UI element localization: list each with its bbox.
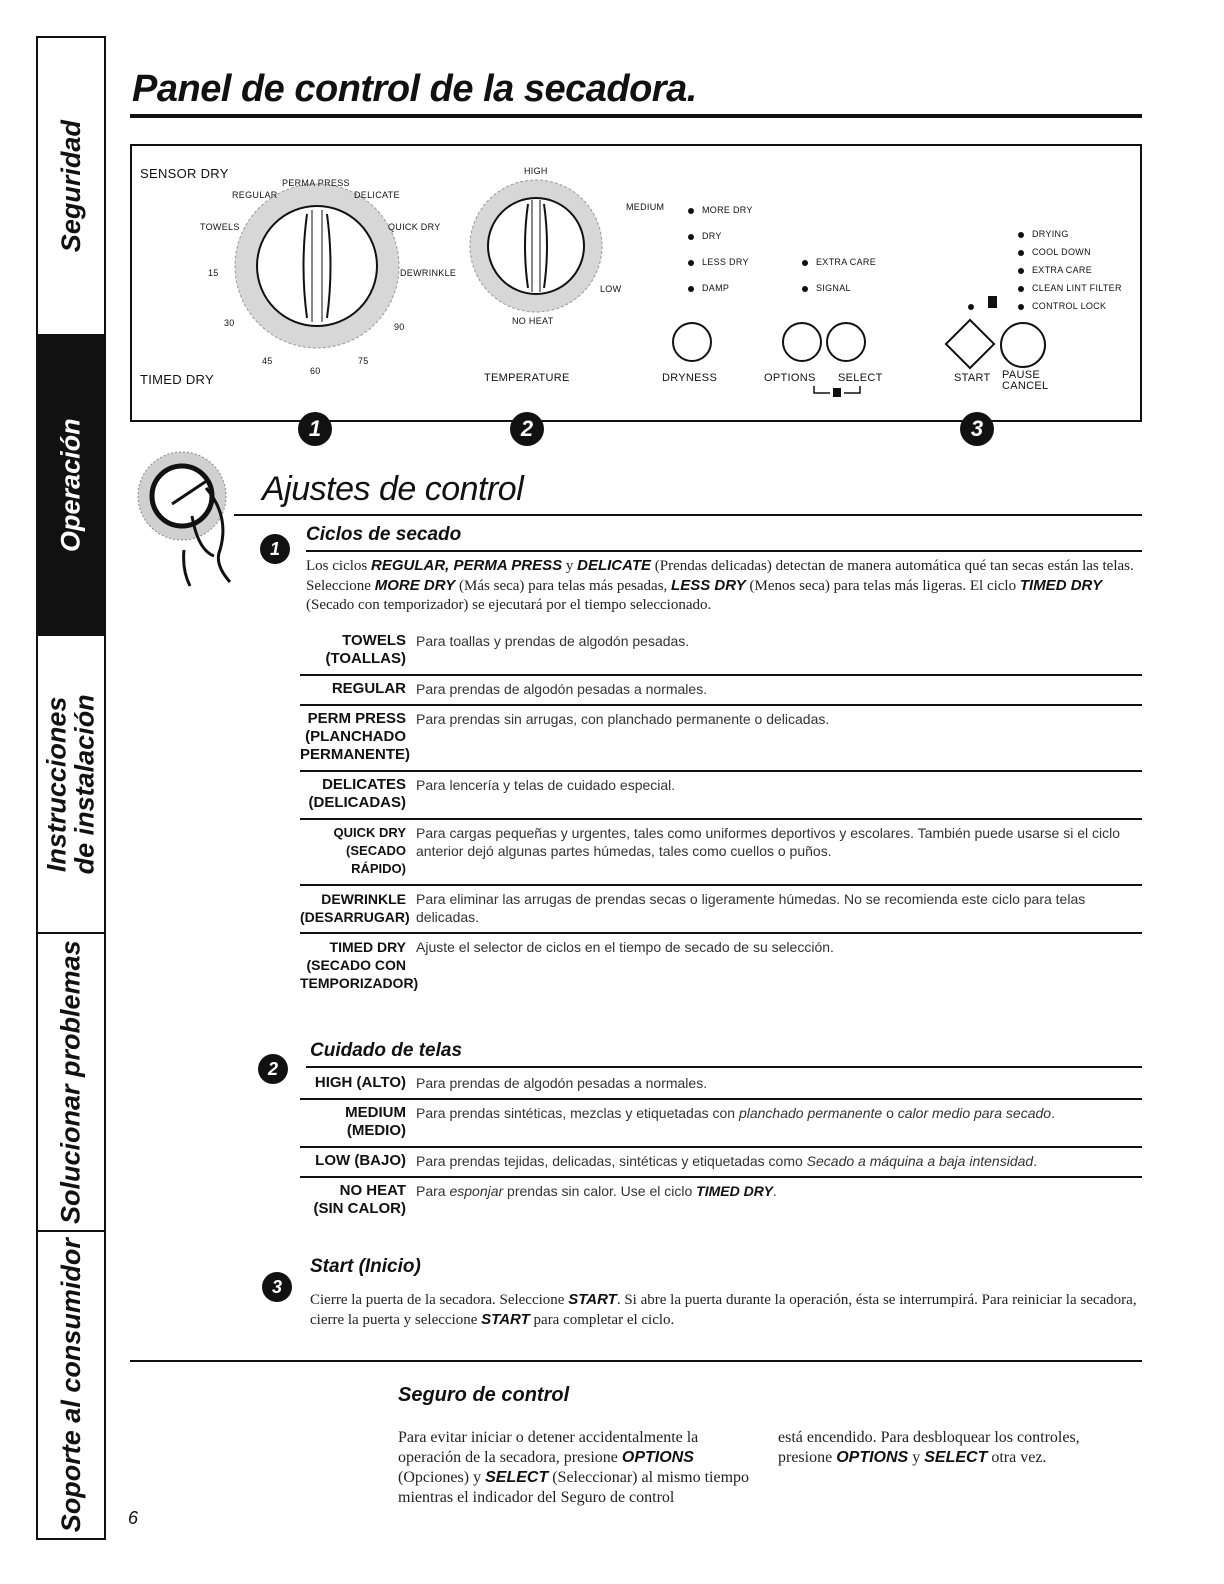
start-indicator	[968, 304, 974, 310]
timed-dry-label: TIMED DRY	[140, 372, 214, 387]
select-label: SELECT	[838, 372, 883, 384]
lock-icon	[988, 296, 997, 308]
time-60: 60	[310, 366, 321, 376]
damp-label: DAMP	[702, 283, 730, 293]
more-dry-label: MORE DRY	[702, 205, 753, 215]
sensor-dry-label: SENSOR DRY	[140, 166, 229, 181]
row-term: MEDIUM (MEDIO)	[345, 1104, 406, 1139]
options-button[interactable]	[782, 322, 822, 362]
table-row	[300, 628, 1142, 676]
row-desc: Para toallas y prendas de algodón pesadas.	[416, 633, 690, 649]
time-15: 15	[208, 268, 219, 278]
row-term: HIGH (ALTO)	[314, 1074, 406, 1091]
perma-press-label: PERMA PRESS	[282, 178, 350, 188]
tab-solucionar[interactable]: Solucionar problemas	[38, 934, 104, 1232]
drying-indicator	[1018, 232, 1024, 238]
delicate-label: DELICATE	[354, 190, 400, 200]
table-row	[300, 676, 1142, 706]
pause-cancel-button[interactable]	[1000, 322, 1046, 368]
start-text: Cierre la puerta de la secadora. Seleccione START. Si abre la puerta durante la operación, ésta se interrumpirá. Para reiniciar la secadora, cierre la puerta y seleccione START para completar el ciclo.	[310, 1291, 1137, 1328]
row-term: REGULAR	[331, 680, 406, 697]
dewrinkle-label: DEWRINKLE	[400, 268, 457, 278]
cool-down-label: COOL DOWN	[1032, 247, 1091, 257]
cuidado-heading: Cuidado de telas	[310, 1040, 463, 1061]
table-row	[300, 934, 1142, 998]
select-button[interactable]	[826, 322, 866, 362]
no-heat-label: NO HEAT	[512, 316, 554, 326]
cuidado-rule	[306, 1066, 1142, 1068]
ciclos-badge: 1	[260, 534, 290, 564]
tab-soporte[interactable]: Soporte al consumidor	[55, 1237, 86, 1533]
cuidado-table	[300, 1070, 1142, 1224]
drying-label: DRYING	[1032, 229, 1069, 239]
time-45: 45	[262, 356, 273, 366]
side-tabs	[36, 36, 106, 1540]
low-label: LOW	[600, 284, 622, 294]
high-label: HIGH	[524, 166, 548, 176]
table-row	[300, 820, 1142, 886]
extra-care-indicator	[802, 260, 808, 266]
more-dry-indicator	[688, 208, 694, 214]
clean-lint-filter-label: CLEAN LINT FILTER	[1032, 283, 1122, 293]
hand-knob-icon	[134, 446, 254, 606]
title-rule	[130, 114, 1142, 118]
start-button[interactable]	[945, 319, 996, 370]
row-term: LOW (BAJO)	[315, 1152, 406, 1169]
pause-label: PAUSE	[1002, 369, 1040, 381]
status-extra-care-indicator	[1018, 268, 1024, 274]
row-desc: Para prendas de algodón pesadas a normales.	[416, 681, 708, 697]
row-desc: Para prendas sintéticas, mezclas y etiquetadas con planchado permanente o calor medio para secado.	[416, 1105, 1055, 1121]
row-term: QUICK DRY (SECADO RÁPIDO)	[333, 825, 406, 876]
time-90: 90	[394, 322, 405, 332]
control-lock-label: CONTROL LOCK	[1032, 301, 1107, 311]
table-row	[300, 1100, 1142, 1148]
time-30: 30	[224, 318, 235, 328]
lock-bracket-icon	[812, 384, 862, 398]
regular-label: REGULAR	[232, 190, 278, 200]
less-dry-indicator	[688, 260, 694, 266]
row-desc: Para eliminar las arrugas de prendas secas o ligeramente húmedas. No se recomienda este ciclo para telas delicadas.	[416, 891, 1086, 925]
signal-indicator	[802, 286, 808, 292]
temperature-label: TEMPERATURE	[484, 372, 570, 384]
control-panel	[130, 144, 1142, 422]
row-desc: Para cargas pequeñas y urgentes, tales como uniformes deportivos y escolares. También puede usarse si el ciclo anterior dejó algunas partes húmedas, tales como cuellos o puños.	[416, 825, 1121, 859]
table-row	[300, 706, 1142, 772]
cool-down-indicator	[1018, 250, 1024, 256]
dryness-button[interactable]	[672, 322, 712, 362]
temperature-knob[interactable]	[454, 174, 624, 334]
tab-operacion[interactable]: Operación	[38, 336, 104, 636]
table-row	[300, 1178, 1142, 1224]
options-label: OPTIONS	[764, 372, 816, 384]
badge-2: 2	[510, 412, 544, 446]
status-extra-care-label: EXTRA CARE	[1032, 265, 1093, 275]
clean-lint-filter-indicator	[1018, 286, 1024, 292]
table-row	[300, 886, 1142, 934]
row-desc: Para lencería y telas de cuidado especial.	[416, 777, 676, 793]
tab-seguridad[interactable]: Seguridad	[38, 38, 104, 336]
dry-indicator	[688, 234, 694, 240]
table-row	[300, 1148, 1142, 1178]
start-label: START	[954, 372, 991, 384]
row-term: TIMED DRY (SECADO CON TEMPORIZADOR)	[300, 939, 419, 991]
table-row	[300, 1070, 1142, 1100]
dryness-label: DRYNESS	[662, 372, 718, 384]
row-term: NO HEAT (SIN CALOR)	[313, 1182, 406, 1217]
row-desc: Para prendas sin arrugas, con planchado permanente o delicadas.	[416, 711, 830, 727]
row-term: DEWRINKLE (DESARRUGAR)	[300, 891, 410, 925]
row-desc: Para prendas tejidas, delicadas, sintéticas y etiquetadas como Secado a máquina a baja intensidad.	[416, 1153, 1038, 1169]
control-lock-indicator	[1018, 304, 1024, 310]
time-75: 75	[358, 356, 369, 366]
seguro-col1: Para evitar iniciar o detener accidentalmente la operación de la secadora, presione OPTIONS (Opciones) y SELECT (Seleccionar) al mismo tiempo mientras el indicador del Seguro de control	[398, 1429, 750, 1506]
page-number: 6	[128, 1508, 139, 1528]
row-term: DELICATES (DELICADAS)	[308, 776, 406, 811]
tab-instrucciones[interactable]: Instrucciones de instalación	[38, 636, 104, 934]
badge-3: 3	[960, 412, 994, 446]
ciclos-intro: Los ciclos REGULAR, PERMA PRESS y DELICATE (Prendas delicadas) detectan de manera automática qué tan secas están las telas. Seleccione MORE DRY (Más seca) para telas más pesadas, LESS DRY (Menos seca) para telas más ligeras. El ciclo TIMED DRY (Secado con temporizador) se ejecutará por el tiempo seleccionado.	[306, 557, 1134, 613]
towels-label: TOWELS	[200, 222, 240, 232]
start-heading: Start (Inicio)	[310, 1256, 421, 1277]
ciclos-heading: Ciclos de secado	[306, 524, 462, 545]
row-term: PERM PRESS (PLANCHADO PERMANENTE)	[300, 710, 411, 763]
ciclos-table	[300, 628, 1142, 998]
seguro-heading: Seguro de control	[398, 1384, 570, 1406]
start-badge: 3	[262, 1272, 292, 1302]
ciclos-rule	[306, 550, 1142, 552]
section-rule	[234, 514, 1142, 516]
dry-label: DRY	[702, 231, 722, 241]
medium-label: MEDIUM	[626, 202, 665, 212]
row-term: TOWELS (TOALLAS)	[325, 632, 406, 667]
extra-care-label: EXTRA CARE	[816, 257, 877, 267]
row-desc: Para esponjar prendas sin calor. Use el ciclo TIMED DRY.	[416, 1183, 777, 1199]
row-desc: Ajuste el selector de ciclos en el tiempo de secado de su selección.	[416, 939, 834, 955]
badge-1: 1	[298, 412, 332, 446]
seguro-col2: está encendido. Para desbloquear los controles, presione OPTIONS y SELECT otra vez.	[778, 1429, 1080, 1466]
signal-label: SIGNAL	[816, 283, 851, 293]
quick-dry-label: QUICK DRY	[388, 222, 441, 232]
section-title: Ajustes de control	[262, 470, 524, 508]
cuidado-badge: 2	[258, 1054, 288, 1084]
damp-indicator	[688, 286, 694, 292]
less-dry-label: LESS DRY	[702, 257, 749, 267]
page-title: Panel de control de la secadora.	[132, 68, 697, 110]
row-desc: Para prendas de algodón pesadas a normales.	[416, 1075, 708, 1091]
cancel-label: CANCEL	[1002, 380, 1049, 392]
bottom-rule	[130, 1360, 1142, 1362]
table-row	[300, 772, 1142, 820]
